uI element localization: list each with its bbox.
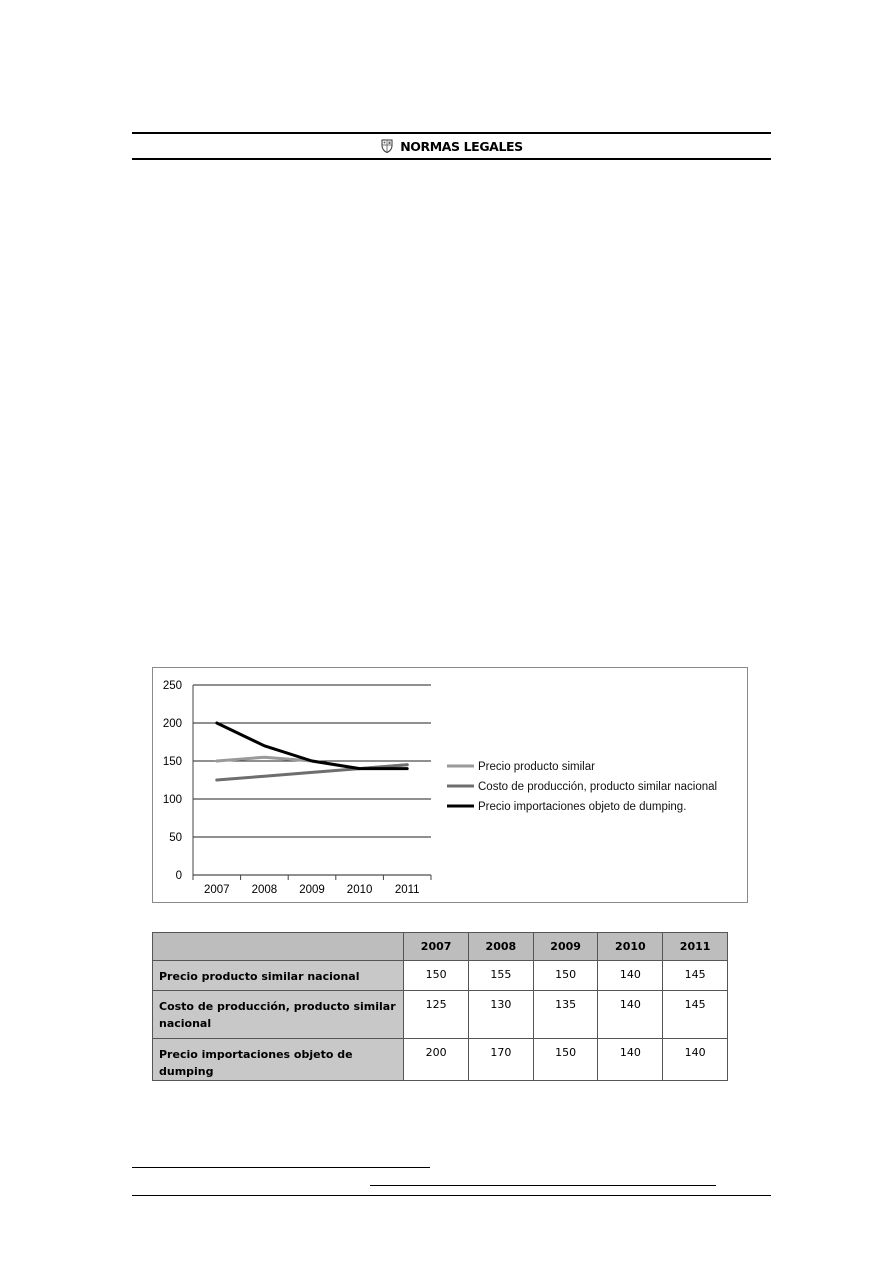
row-label: Precio importaciones objeto de dumping [153,1039,404,1081]
table-row [153,961,728,991]
header-title: NORMAS LEGALES [400,138,523,154]
page-header [132,135,771,157]
y-tick-label: 50 [169,832,182,844]
table-cell: 170 [468,1039,533,1081]
series-line [217,765,407,780]
table-cell: 140 [598,961,663,991]
chart-canvas [153,668,749,904]
x-tick-label: 2009 [299,884,325,896]
data-table [152,932,728,1081]
table-row [153,1039,728,1081]
footnote-rule [132,1167,430,1168]
table-cell: 130 [468,991,533,1039]
table-cell: 145 [663,991,728,1039]
table-header-cell: 2010 [598,933,663,961]
y-tick-label: 0 [175,870,182,882]
table-cell: 125 [404,991,469,1039]
table-cell: 150 [404,961,469,991]
table-cell: 140 [663,1039,728,1081]
table-header-row [153,933,728,961]
x-tick-label: 2010 [346,884,373,896]
table-cell: 140 [598,991,663,1039]
table-header-cell: 2007 [404,933,469,961]
row-label: Precio producto similar nacional [153,961,404,991]
header-rule-bottom [132,158,771,160]
y-tick-label: 200 [162,718,182,730]
legend-label: Precio importaciones objeto de dumping. [478,801,687,813]
legend-label: Costo de producción, producto similar nacional [478,781,718,793]
footer-rule [132,1195,771,1196]
line-chart [152,667,748,903]
coat-of-arms-icon [380,139,394,153]
header-rule-top [132,132,771,134]
table-cell: 150 [533,961,598,991]
table-header-cell: 2008 [468,933,533,961]
x-tick-label: 2011 [394,884,420,896]
table-cell: 155 [468,961,533,991]
table-cell: 150 [533,1039,598,1081]
table-cell: 140 [598,1039,663,1081]
y-tick-label: 150 [162,756,182,768]
footer-underline [370,1185,716,1186]
legend-label: Precio producto similar [478,761,595,773]
table-header-cell: 2009 [533,933,598,961]
y-tick-label: 100 [162,794,182,806]
x-tick-label: 2008 [251,884,278,896]
series-line [217,723,407,769]
table-header-cell: 2011 [663,933,728,961]
y-tick-label: 250 [162,680,182,692]
x-tick-label: 2007 [204,884,230,896]
row-label: Costo de producción, producto similar nacional [153,991,404,1039]
table-cell: 200 [404,1039,469,1081]
table-cell: 135 [533,991,598,1039]
table-cell: 145 [663,961,728,991]
table-corner [153,933,404,961]
table-row [153,991,728,1039]
